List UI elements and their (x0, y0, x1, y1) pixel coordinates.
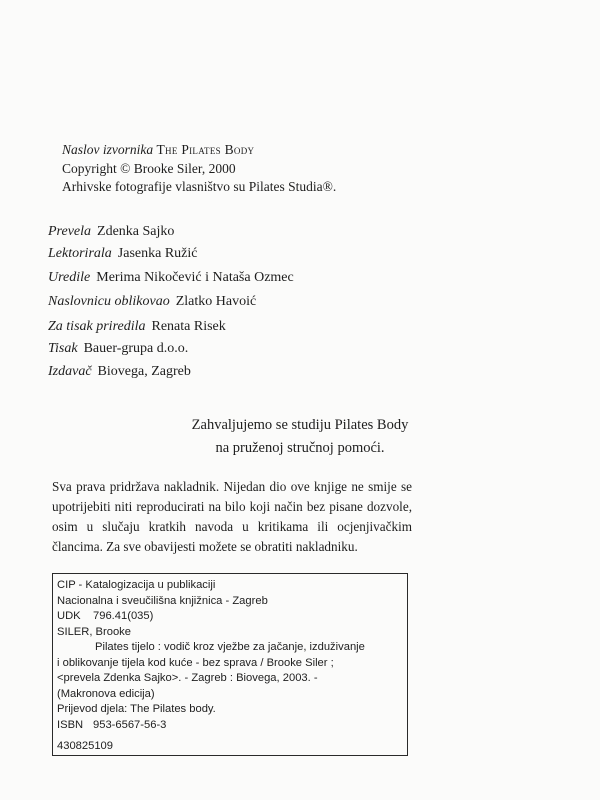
credit-name: Merima Nikočević i Nataša Ozmec (96, 270, 294, 285)
credit-row-cover-design (48, 294, 256, 310)
cip-isbn-value: 953-6567-56-3 (93, 718, 167, 731)
cip-original-title: Prijevod djela: The Pilates body. (57, 703, 216, 715)
cip-record-number: 430825109 (57, 740, 113, 752)
original-title-value: The Pilates Body (156, 142, 255, 157)
cip-author: SILER, Brooke (57, 625, 131, 638)
credit-row-editors (48, 270, 294, 286)
cip-description-3: <prevela Zdenka Sajko>. - Zagreb : Biovega, 2003. - (57, 672, 318, 684)
cip-description-2: i oblikovanje tijela kod kuće - bez sprava / Brooke Siler ; (57, 656, 334, 669)
credit-name: Zlatko Havoić (175, 294, 257, 309)
archive-photos-line: Arhivske fotografije vlasništvo su Pilates Studia®. (62, 179, 337, 194)
credit-role: Naslovnicu oblikovao (48, 294, 170, 309)
credit-role: Tisak (48, 341, 78, 356)
credit-name: Biovega, Zagreb (97, 364, 191, 379)
cip-description-4: (Makronova edicija) (57, 687, 155, 700)
credit-role: Izdavač (48, 364, 92, 379)
acknowledgement-line-1: Zahvaljujemo se studiju Pilates Body (191, 417, 409, 433)
cip-udk-value: 796.41(035) (93, 610, 154, 622)
acknowledgement (0, 414, 600, 460)
credit-row-publisher (48, 364, 191, 380)
cip-description-1: Pilates tijelo : vodič kroz vježbe za jačanje, izduživanje (95, 641, 365, 653)
credit-row-proofreader (48, 246, 197, 262)
cip-udk-label: UDK (57, 610, 81, 622)
credit-row-prepress (48, 319, 226, 335)
cip-record-box (52, 573, 408, 756)
original-title-line (62, 141, 336, 160)
credit-name: Bauer-grupa d.o.o. (83, 341, 189, 356)
cip-library: Nacionalna i sveučilišna knjižnica - Zagreb (57, 594, 268, 607)
credit-role: Uredile (48, 270, 91, 285)
cip-isbn-label: ISBN (57, 718, 84, 731)
copyright-notice: Sva prava pridržava nakladnik. Nijedan dio ove knjige ne smije se upotrijebiti niti reproducirati na bilo koji način bez pisane dozvole, osim u slučaju kratkih navoda u kritikama ili ocjenjivačkim člancima. Za sve obavijesti možete se obratiti nakladniku. (52, 479, 412, 554)
credit-name: Jasenka Ružić (117, 246, 198, 261)
original-info-block (62, 141, 336, 197)
cip-udk-line (57, 609, 407, 625)
original-title-label: Naslov izvornika (62, 142, 154, 157)
cip-header: CIP - Katalogizacija u publikaciji (57, 579, 216, 591)
credit-role: Za tisak priredila (48, 319, 146, 334)
credit-name: Zdenka Sajko (97, 224, 175, 239)
credit-row-printer (48, 341, 188, 357)
credit-role: Prevela (48, 224, 92, 239)
cip-isbn-line (57, 718, 407, 734)
copyright-line: Copyright © Brooke Siler, 2000 (62, 160, 236, 176)
acknowledgement-line-2: na pruženoj stručnoj pomoći. (215, 440, 385, 456)
credit-name: Renata Risek (151, 319, 226, 334)
credit-row-translator (48, 224, 174, 240)
credit-role: Lektorirala (48, 246, 112, 261)
